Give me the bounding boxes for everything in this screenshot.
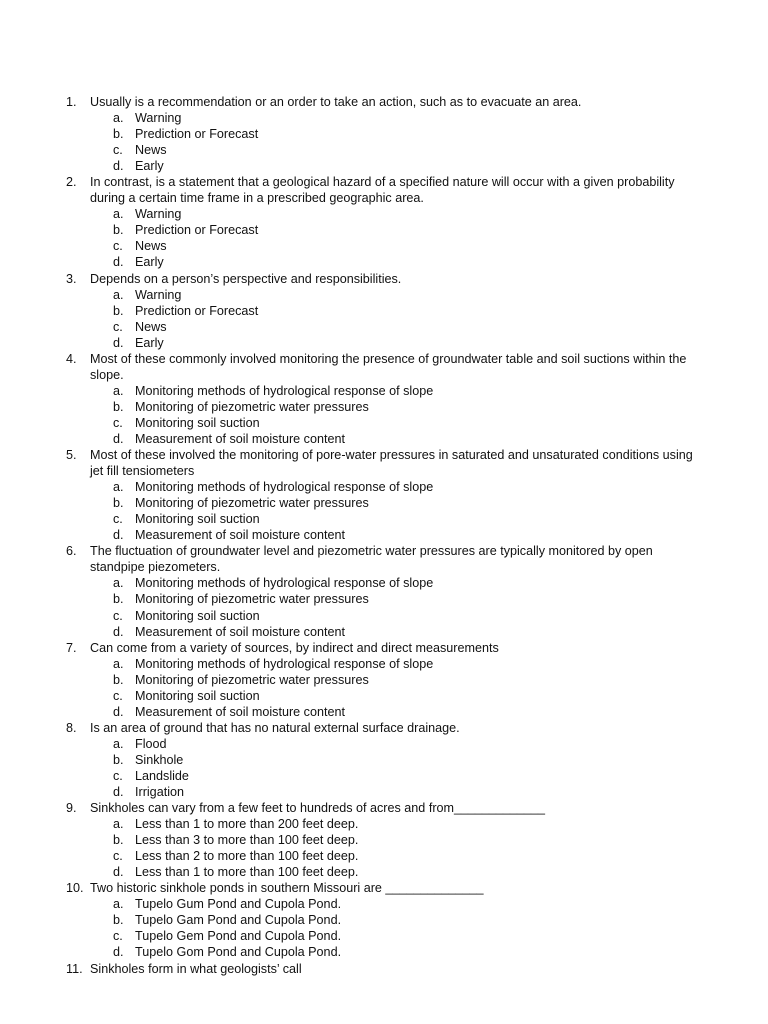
option-letter: c.	[113, 143, 123, 158]
question	[66, 271, 706, 287]
option-letter: a.	[113, 656, 124, 671]
question-text: Depends on a person’s perspective and responsibilities.	[90, 271, 402, 286]
option-letter: b.	[113, 752, 124, 767]
option-text: Less than 1 to more than 200 feet deep.	[135, 817, 359, 832]
option-text: Monitoring methods of hydrological response of slope	[135, 576, 434, 591]
answer-option	[66, 415, 706, 431]
answer-option	[66, 768, 706, 784]
answer-option	[66, 110, 706, 126]
option-letter: b.	[113, 672, 124, 687]
question-block	[66, 640, 706, 720]
answer-option	[66, 912, 706, 928]
option-text: Monitoring soil suction	[135, 415, 260, 430]
answer-option	[66, 303, 706, 319]
answer-option	[66, 864, 706, 880]
option-letter: d.	[113, 159, 124, 174]
option-text: Measurement of soil moisture content	[135, 704, 345, 719]
option-list	[66, 479, 706, 543]
option-text: News	[135, 239, 167, 254]
option-text: Prediction or Forecast	[135, 223, 259, 238]
question-block	[66, 961, 706, 977]
option-text: Monitoring soil suction	[135, 688, 260, 703]
option-list	[66, 656, 706, 720]
question-block	[66, 271, 706, 351]
question	[66, 174, 706, 206]
answer-option	[66, 126, 706, 142]
option-text: Less than 2 to more than 100 feet deep.	[135, 849, 359, 864]
option-text: Monitoring soil suction	[135, 608, 260, 623]
option-list	[66, 896, 706, 960]
question-text: Two historic sinkhole ponds in southern Missouri are ______________	[90, 881, 484, 896]
option-letter: d.	[113, 255, 124, 270]
option-list	[66, 575, 706, 639]
question-text: In contrast, is a statement that a geological hazard of a specified nature will occur with a given probability during a certain time frame in a prescribed geographic area.	[90, 175, 675, 206]
answer-option	[66, 222, 706, 238]
question-number: 11.	[66, 961, 83, 976]
question	[66, 720, 706, 736]
option-letter: c.	[113, 608, 123, 623]
option-letter: d.	[113, 431, 124, 446]
answer-option	[66, 832, 706, 848]
answer-option	[66, 816, 706, 832]
option-text: Sinkhole	[135, 752, 184, 767]
option-letter: d.	[113, 528, 124, 543]
answer-option	[66, 431, 706, 447]
question-block	[66, 543, 706, 639]
question-text: The fluctuation of groundwater level and piezometric water pressures are typically monitored by open standpipe piezometers.	[90, 544, 653, 575]
option-list	[66, 383, 706, 447]
answer-option	[66, 752, 706, 768]
question	[66, 351, 706, 383]
answer-option	[66, 784, 706, 800]
option-text: Monitoring of piezometric water pressures	[135, 496, 369, 511]
answer-option	[66, 704, 706, 720]
option-letter: a.	[113, 111, 124, 126]
option-letter: d.	[113, 865, 124, 880]
question-block	[66, 800, 706, 880]
answer-option	[66, 736, 706, 752]
option-letter: a.	[113, 736, 124, 751]
option-letter: d.	[113, 335, 124, 350]
option-letter: a.	[113, 207, 124, 222]
answer-option	[66, 479, 706, 495]
question-number: 7.	[66, 640, 77, 655]
option-list	[66, 816, 706, 880]
answer-option	[66, 287, 706, 303]
option-text: Warning	[135, 287, 182, 302]
question-text: Sinkholes form in what geologists’ call	[90, 961, 302, 976]
question-number: 5.	[66, 448, 77, 463]
question-block	[66, 447, 706, 543]
question	[66, 640, 706, 656]
option-letter: c.	[113, 849, 123, 864]
answer-option	[66, 896, 706, 912]
option-text: Tupelo Gam Pond and Cupola Pond.	[135, 913, 342, 928]
option-letter: d.	[113, 945, 124, 960]
option-letter: b.	[113, 913, 124, 928]
option-text: Irrigation	[135, 785, 184, 800]
option-text: Monitoring methods of hydrological response of slope	[135, 383, 434, 398]
option-letter: a.	[113, 287, 124, 302]
answer-option	[66, 928, 706, 944]
question-number: 4.	[66, 351, 77, 366]
answer-option	[66, 238, 706, 254]
option-list	[66, 287, 706, 351]
answer-option	[66, 142, 706, 158]
option-text: Monitoring soil suction	[135, 512, 260, 527]
option-letter: b.	[113, 223, 124, 238]
option-letter: d.	[113, 704, 124, 719]
option-list	[66, 736, 706, 800]
option-text: Warning	[135, 111, 182, 126]
question-number: 1.	[66, 95, 77, 109]
option-letter: c.	[113, 415, 123, 430]
option-text: Early	[135, 159, 164, 174]
option-letter: b.	[113, 399, 124, 414]
question	[66, 543, 706, 575]
answer-option	[66, 848, 706, 864]
answer-option	[66, 575, 706, 591]
option-text: News	[135, 143, 167, 158]
answer-option	[66, 254, 706, 270]
option-text: Early	[135, 255, 164, 270]
question-text: Usually is a recommendation or an order to take an action, such as to evacuate an area.	[90, 95, 582, 109]
option-list	[66, 110, 706, 174]
question-number: 8.	[66, 720, 77, 735]
question	[66, 447, 706, 479]
option-letter: b.	[113, 592, 124, 607]
option-letter: c.	[113, 319, 123, 334]
option-letter: b.	[113, 303, 124, 318]
option-text: Measurement of soil moisture content	[135, 431, 345, 446]
question-number: 3.	[66, 271, 77, 286]
answer-option	[66, 319, 706, 335]
option-letter: a.	[113, 480, 124, 495]
option-letter: a.	[113, 897, 124, 912]
option-text: Tupelo Gom Pond and Cupola Pond.	[135, 945, 342, 960]
answer-option	[66, 335, 706, 351]
option-letter: b.	[113, 496, 124, 511]
question-number: 10.	[66, 881, 84, 896]
question	[66, 94, 706, 110]
question-block	[66, 880, 706, 960]
question-number: 9.	[66, 801, 77, 816]
question-block	[66, 94, 706, 174]
option-text: Prediction or Forecast	[135, 127, 259, 142]
option-letter: d.	[113, 785, 124, 800]
answer-option	[66, 158, 706, 174]
answer-option	[66, 206, 706, 222]
option-text: Flood	[135, 736, 167, 751]
answer-option	[66, 608, 706, 624]
option-text: Early	[135, 335, 164, 350]
option-text: Landslide	[135, 768, 189, 783]
option-text: Less than 1 to more than 100 feet deep.	[135, 865, 359, 880]
option-letter: c.	[113, 929, 123, 944]
answer-option	[66, 527, 706, 543]
answer-option	[66, 624, 706, 640]
answer-option	[66, 383, 706, 399]
answer-option	[66, 688, 706, 704]
option-text: Prediction or Forecast	[135, 303, 259, 318]
answer-option	[66, 511, 706, 527]
option-letter: b.	[113, 127, 124, 142]
option-text: Warning	[135, 207, 182, 222]
option-text: News	[135, 319, 167, 334]
question	[66, 880, 706, 896]
option-text: Monitoring of piezometric water pressures	[135, 592, 369, 607]
option-letter: a.	[113, 383, 124, 398]
answer-option	[66, 495, 706, 511]
question	[66, 800, 706, 816]
option-text: Monitoring methods of hydrological response of slope	[135, 480, 434, 495]
answer-option	[66, 591, 706, 607]
answer-option	[66, 944, 706, 960]
question-text: Is an area of ground that has no natural external surface drainage.	[90, 720, 460, 735]
option-text: Monitoring of piezometric water pressures	[135, 399, 369, 414]
option-letter: c.	[113, 512, 123, 527]
question-block	[66, 174, 706, 270]
option-letter: a.	[113, 817, 124, 832]
question-block	[66, 720, 706, 800]
option-text: Monitoring of piezometric water pressures	[135, 672, 369, 687]
option-text: Tupelo Gum Pond and Cupola Pond.	[135, 897, 342, 912]
answer-option	[66, 399, 706, 415]
option-letter: b.	[113, 833, 124, 848]
option-letter: c.	[113, 688, 123, 703]
option-text: Measurement of soil moisture content	[135, 624, 345, 639]
question-text: Most of these involved the monitoring of pore-water pressures in saturated and unsaturated conditions using jet fill tensiometers	[90, 448, 693, 479]
question-number: 2.	[66, 175, 77, 190]
question-list	[66, 94, 706, 977]
option-letter: c.	[113, 768, 123, 783]
question-text: Can come from a variety of sources, by indirect and direct measurements	[90, 640, 499, 655]
answer-option	[66, 656, 706, 672]
question-number: 6.	[66, 544, 77, 559]
option-text: Monitoring methods of hydrological response of slope	[135, 656, 434, 671]
option-text: Less than 3 to more than 100 feet deep.	[135, 833, 359, 848]
option-list	[66, 206, 706, 270]
question	[66, 961, 706, 977]
option-letter: c.	[113, 239, 123, 254]
option-text: Measurement of soil moisture content	[135, 528, 345, 543]
option-letter: a.	[113, 576, 124, 591]
option-text: Tupelo Gem Pond and Cupola Pond.	[135, 929, 342, 944]
question-text: Sinkholes can vary from a few feet to hundreds of acres and from_____________	[90, 801, 546, 816]
question-text: Most of these commonly involved monitoring the presence of groundwater table and soil suctions within the slope.	[90, 351, 687, 382]
option-letter: d.	[113, 624, 124, 639]
answer-option	[66, 672, 706, 688]
question-block	[66, 351, 706, 447]
